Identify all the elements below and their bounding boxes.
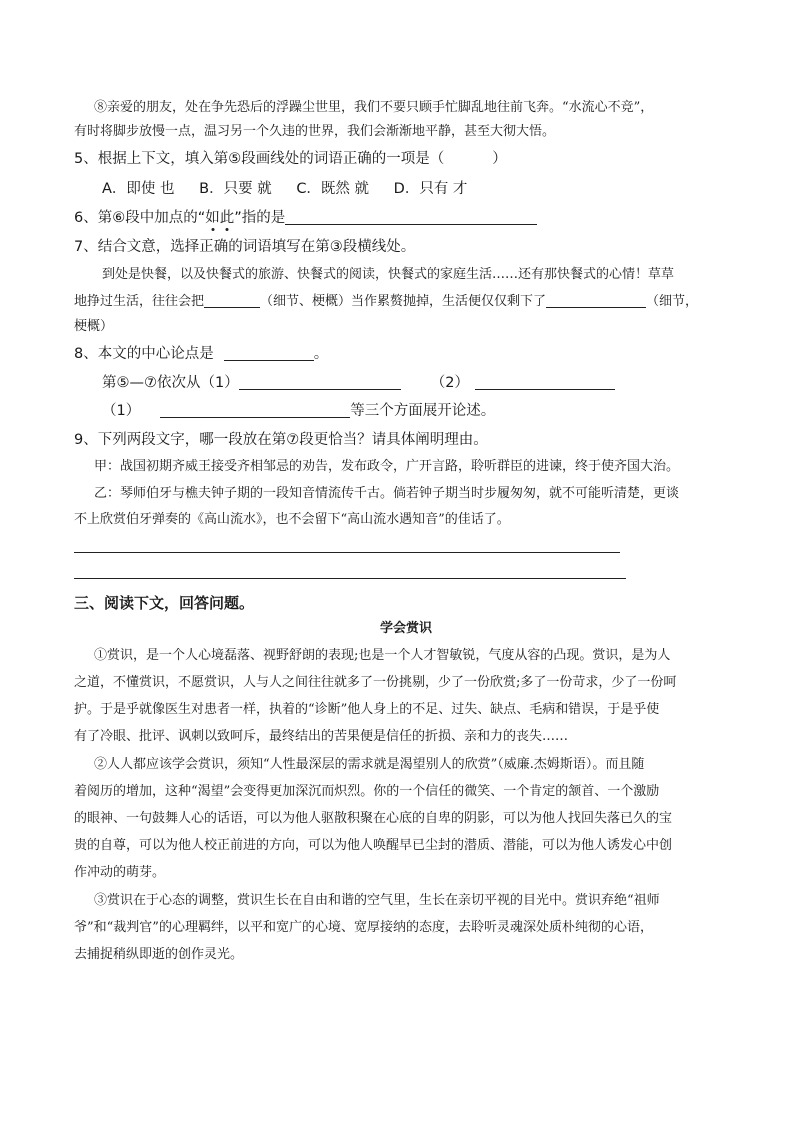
article-paragraph-1-line-4: 有了冷眼、批评、讽刺以致呵斥，最终结出的苦果便是信任的折损、亲和力的丧失…… <box>74 729 569 744</box>
article-paragraph-3-line-2: 爷”和“裁判官”的心理羁绊，以平和宽广的心境、宽厚接纳的态度，去聆听灵魂深处质朴纯彻的心语， <box>74 920 653 935</box>
question-5-stem: 5、根据上下文，填入第⑤段画线处的词语正确的一项是（ ） <box>74 151 507 167</box>
article-paragraph-2-line-3: 的眼神、一句鼓舞人心的话语，可以为他人驱散积聚在心底的自卑的阴影，可以为他人找回失落已久的宝 <box>74 811 673 826</box>
question-7-passage-line-3: 梗概） <box>74 319 114 334</box>
answer-line-1[interactable] <box>74 552 620 553</box>
section-3-heading: 三、阅读下文，回答问题。 <box>74 594 255 612</box>
article-paragraph-2-line-5: 作冲动的萌芽。 <box>74 865 166 880</box>
dotted-char-2: 此 <box>219 210 235 226</box>
question-8-blank-2[interactable] <box>475 374 615 390</box>
option-a[interactable]: A．即使 也 <box>102 181 175 197</box>
question-8-blank-thesis[interactable] <box>224 345 314 361</box>
question-8-line-3: （1） 等三个方面展开论述。 <box>102 403 496 419</box>
question-7-stem: 7、结合文意，选择正确的词语填写在第③段横线处。 <box>74 239 416 255</box>
answer-line-2[interactable] <box>74 578 626 579</box>
question-5-options <box>102 178 487 200</box>
question-7-passage-line-2: 地挣过生活，往往会把 （细节、梗概）当作累赘抛掉，生活便仅仅剩下了 （细节， <box>74 294 699 309</box>
option-d[interactable]: D．只有 才 <box>393 181 468 197</box>
question-7-passage-line-1: 到处是快餐，以及快餐式的旅游、快餐式的阅读，快餐式的家庭生活……还有那快餐式的心情！草草 <box>102 267 675 282</box>
question-8-line-2: 第⑤—⑦依次从（1） （2） <box>102 372 615 394</box>
article-paragraph-1-line-1: ①赏识，是一个人心境磊落、视野舒朗的表现;也是一个人才智敏锐，气度从容的凸现。赏识，是为人 <box>94 648 671 663</box>
question-8-blank-1[interactable] <box>239 374 401 390</box>
question-9-stem: 9、下列两段文字，哪一段放在第⑦段更恰当？请具体阐明理由。 <box>74 432 488 448</box>
question-6-answer-blank[interactable] <box>285 209 537 225</box>
question-8-stem: 8、本文的中心论点是 。 <box>74 346 329 362</box>
article-paragraph-2-line-4: 贵的自尊，可以为他人校正前进的方向，可以为他人唤醒早已尘封的潜质、潜能，可以为他人诱发心中创 <box>74 838 673 853</box>
article-paragraph-3-line-3: 去捕捉稍纵即逝的创作灵光。 <box>74 947 244 962</box>
paragraph-8-line-1: ⑧亲爱的朋友，处在争先恐后的浮躁尘世里，我们不要只顾手忙脚乱地往前飞奔。“水流心不竞”， <box>94 100 654 115</box>
question-7-blank-2[interactable] <box>546 292 646 308</box>
article-title: 学会赏识 <box>380 621 433 636</box>
question-8-blank-3[interactable] <box>160 402 350 418</box>
article-paragraph-2-line-2: 着阅历的增加，这种“渴望”会变得更加深沉而炽烈。你的一个信任的微笑、一个肯定的颔首、一个激励 <box>74 784 660 799</box>
question-7-blank-1[interactable] <box>204 292 260 308</box>
option-b[interactable]: B．只要 就 <box>199 181 272 197</box>
dotted-char-1: 如 <box>205 210 220 226</box>
question-9-option-yi-line-2: 不上欣赏伯牙弹奏的《高山流水》，也不会留下“高山流水遇知音”的佳话了。 <box>74 512 510 527</box>
option-c[interactable]: C．既然 就 <box>296 181 370 197</box>
paragraph-8-line-2: 有时将脚步放慢一点，温习另一个久违的世界，我们会渐渐地平静，甚至大彻大悟。 <box>74 124 556 139</box>
question-6-stem: 6、第⑥段中加点的“如此”指的是 <box>74 207 537 229</box>
article-paragraph-1-line-3: 护。于是乎就像医生对患者一样，执着的“诊断”他人身上的不足、过失、缺点、毛病和错误，于是乎使 <box>74 702 660 717</box>
article-paragraph-1-line-2: 之道，不懂赏识，不愿赏识，人与人之间往往就多了一份挑剔，少了一份欣赏;多了一份苛求，少了一份呵 <box>74 675 677 690</box>
question-9-option-yi-line-1: 乙：琴师伯牙与樵夫钟子期的一段知音情流传千古。倘若钟子期当时步履匆匆，就不可能听清楚，更谈 <box>94 486 680 501</box>
article-paragraph-3-line-1: ③赏识在于心态的调整，赏识生长在自由和谐的空气里，生长在亲切平视的目光中。赏识弃绝“祖师 <box>94 893 660 908</box>
question-9-option-jia: 甲：战国初期齐威王接受齐相邹忌的劝告，发布政令，广开言路，聆听群臣的进谏，终于使齐国大治。 <box>94 459 680 474</box>
article-paragraph-2-line-1: ②人人都应该学会赏识，须知“人性最深层的需求就是渴望别人的欣赏”（威廉.杰姆斯语）。而且随 <box>94 757 645 772</box>
